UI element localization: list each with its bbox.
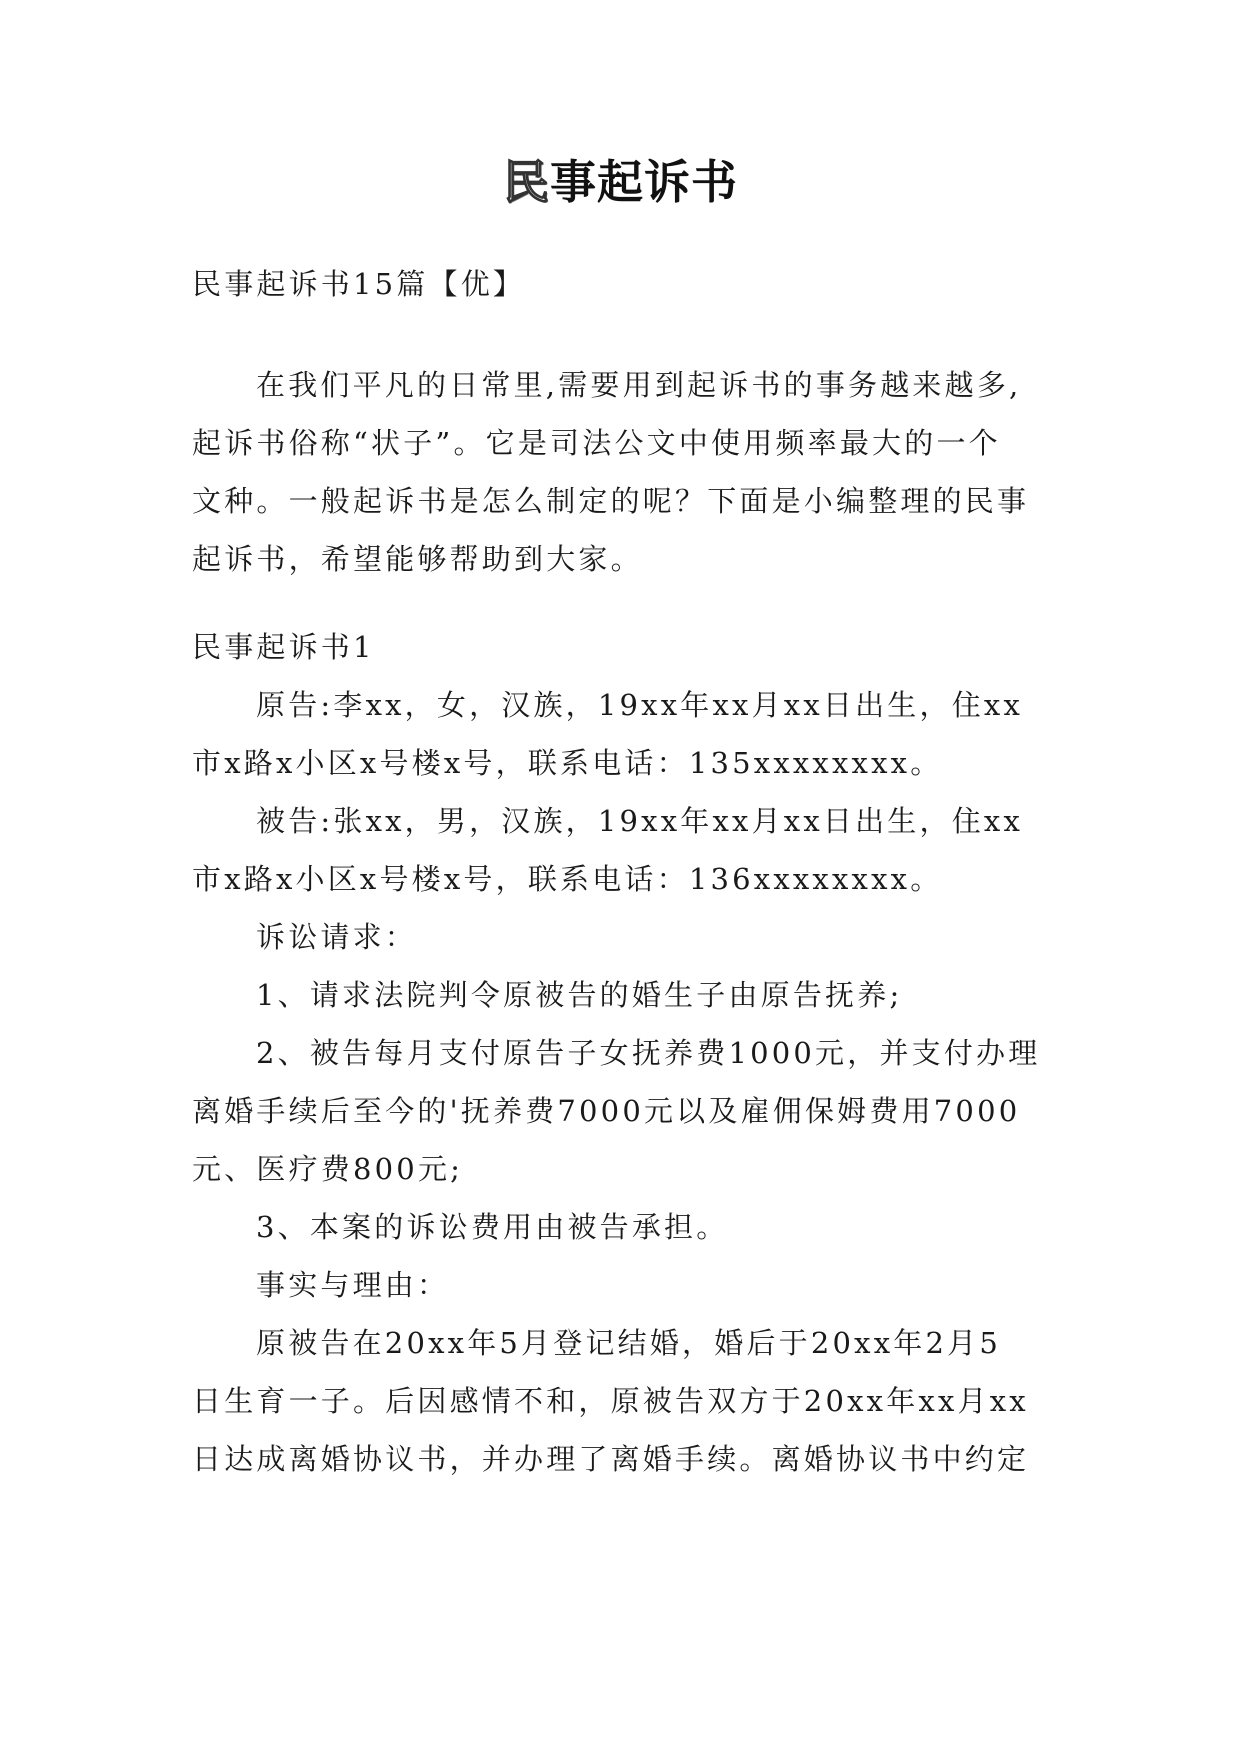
intro-line: 起诉书俗称“状子”。它是司法公文中使用频率最大的一个: [192, 426, 1001, 460]
claim-item: 1、请求法院判令原被告的婚生子由原告抚养;: [256, 978, 903, 1012]
document-subtitle-block: [192, 255, 1052, 313]
intro-line: 在我们平凡的日常里,需要用到起诉书的事务越来越多,: [256, 368, 1022, 402]
claims-heading: 诉讼请求：: [256, 920, 418, 954]
plaintiff-line: 市x路x小区x号楼x号，联系电话：135xxxxxxxx。: [192, 746, 943, 780]
claim-item-continued: 离婚手续后至今的'抚养费7000元以及雇佣保姆费用7000: [192, 1094, 1021, 1128]
document-title-first-char: 民: [503, 155, 550, 209]
plaintiff-line: 原告:李xx，女，汉族，19xx年xx月xx日出生，住xx: [256, 688, 1024, 722]
intro-paragraph: [192, 356, 1052, 588]
facts-heading: 事实与理由：: [256, 1268, 450, 1302]
facts-line: 日生育一子。后因感情不和，原被告双方于20xx年xx月xx: [192, 1384, 1029, 1418]
document-title-rest: 事起诉书: [550, 155, 738, 209]
defendant-line: 市x路x小区x号楼x号，联系电话：136xxxxxxxx。: [192, 862, 943, 896]
document-title: [0, 152, 1241, 212]
defendant-line: 被告:张xx，男，汉族，19xx年xx月xx日出生，住xx: [256, 804, 1024, 838]
claim-item: 3、本案的诉讼费用由被告承担。: [256, 1210, 729, 1244]
section-1: [192, 618, 1052, 1488]
document-subtitle: 民事起诉书15篇【优】: [192, 267, 526, 301]
facts-line: 原被告在20xx年5月登记结婚，婚后于20xx年2月5: [256, 1326, 1001, 1360]
section-heading: 民事起诉书1: [192, 630, 375, 664]
claim-item-continued: 元、医疗费800元;: [192, 1152, 464, 1186]
facts-line: 日达成离婚协议书，并办理了离婚手续。离婚协议书中约定: [192, 1442, 1030, 1476]
claim-item: 2、被告每月支付原告子女抚养费1000元，并支付办理: [256, 1036, 1041, 1070]
intro-line: 文种。一般起诉书是怎么制定的呢？下面是小编整理的民事: [192, 484, 1030, 518]
intro-line: 起诉书，希望能够帮助到大家。: [192, 542, 643, 576]
